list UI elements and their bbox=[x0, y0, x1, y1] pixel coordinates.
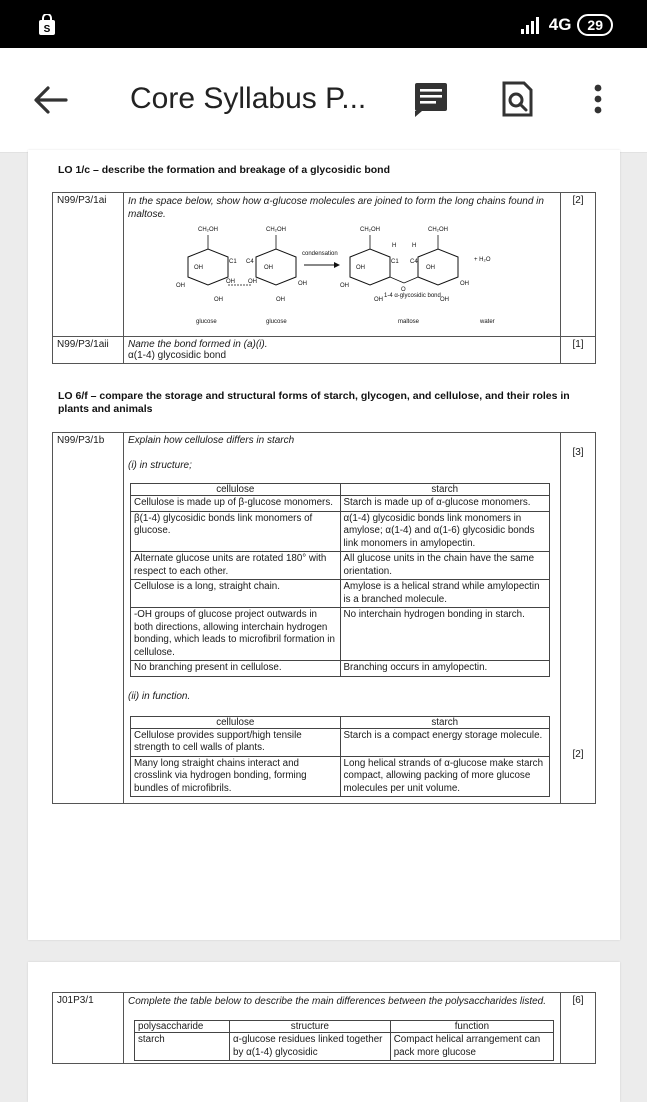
function-comparison-table bbox=[130, 716, 550, 798]
table-cell: Compact helical arrangement can pack more glucose bbox=[390, 1033, 553, 1061]
question-code: N99/P3/1ai bbox=[53, 193, 124, 337]
glycosidic-bond-label: 1-4 α-glycosidic bond bbox=[384, 293, 441, 299]
more-options-icon[interactable] bbox=[588, 80, 608, 118]
caption-water: water bbox=[480, 319, 495, 325]
table-cell: starch bbox=[135, 1033, 230, 1061]
marks-column bbox=[561, 433, 596, 804]
oh-label: OH bbox=[460, 281, 469, 287]
table-row bbox=[131, 552, 550, 580]
table-cell: -OH groups of glucose project outwards in both directions, allowing interchain hydrogen bonding, which leads to microfibril formation in cellulose. bbox=[131, 608, 341, 661]
table-cell: Amylose is a helical strand while amylopectin is a branched molecule. bbox=[340, 580, 550, 608]
ch2oh-label: CH₂OH bbox=[266, 227, 286, 233]
question-table bbox=[52, 432, 596, 804]
signal-icon bbox=[521, 16, 543, 34]
c1-label: C1 bbox=[229, 259, 237, 265]
maltose-formation-diagram bbox=[128, 221, 528, 331]
oh-label: OH bbox=[176, 283, 185, 289]
network-type: 4G bbox=[548, 15, 572, 34]
question-cell bbox=[124, 193, 561, 337]
o-label: O bbox=[401, 287, 406, 293]
table-cell: Cellulose provides support/high tensile strength to cell walls of plants. bbox=[131, 728, 341, 756]
oh-label: OH bbox=[264, 265, 273, 271]
marks: [2] bbox=[572, 749, 584, 760]
table-cell: Cellulose is a long, straight chain. bbox=[131, 580, 341, 608]
question-prompt: Name the bond formed in (a)(i). bbox=[128, 339, 268, 350]
table-cell: β(1-4) glycosidic bonds link monomers of glucose. bbox=[131, 511, 341, 552]
table-cell: No interchain hydrogen bonding in starch. bbox=[340, 608, 550, 661]
column-header: starch bbox=[340, 716, 550, 728]
table-cell: Alternate glucose units are rotated 180° with respect to each other. bbox=[131, 552, 341, 580]
learning-objective-heading: LO 1/c – describe the formation and breakage of a glycosidic bond bbox=[58, 164, 390, 176]
water-plus-label: + H₂O bbox=[474, 257, 491, 263]
question-cell bbox=[124, 433, 561, 804]
answer-text: α(1-4) glycosidic bond bbox=[128, 350, 227, 361]
oh-label: OH bbox=[214, 297, 223, 303]
search-in-document-icon[interactable] bbox=[498, 80, 536, 118]
table-row bbox=[131, 580, 550, 608]
oh-label: OH bbox=[340, 283, 349, 289]
column-header: polysaccharide bbox=[135, 1021, 230, 1033]
app-bar bbox=[0, 48, 647, 153]
table-cell: Starch is a compact energy storage molecule. bbox=[340, 728, 550, 756]
part-label: (i) in structure; bbox=[128, 460, 192, 471]
caption-glucose: glucose bbox=[266, 319, 287, 325]
table-cell: No branching present in cellulose. bbox=[131, 661, 341, 677]
ch2oh-label: CH₂OH bbox=[198, 227, 218, 233]
c4-label: C4 bbox=[410, 259, 418, 265]
table-row bbox=[131, 756, 550, 797]
battery-level: 29 bbox=[577, 14, 613, 36]
status-bar bbox=[0, 0, 647, 48]
table-cell: Long helical strands of α-glucose make starch compact, allowing packing of more glucose molecules per unit volume. bbox=[340, 756, 550, 797]
question-table bbox=[52, 992, 596, 1064]
column-header: function bbox=[390, 1021, 553, 1033]
table-cell: α(1-4) glycosidic bonds link monomers in amylose; α(1-4) and α(1-6) glycosidic bonds link monomers in amylopectin. bbox=[340, 511, 550, 552]
marks: [2] bbox=[561, 193, 596, 337]
condensation-label: condensation bbox=[302, 251, 338, 257]
table-cell: Starch is made up of α-glucose monomers. bbox=[340, 496, 550, 512]
table-row bbox=[131, 511, 550, 552]
marks: [6] bbox=[561, 993, 596, 1064]
column-header: cellulose bbox=[131, 484, 341, 496]
ch2oh-label: CH₂OH bbox=[428, 227, 448, 233]
document-page bbox=[28, 962, 620, 1102]
caption-maltose: maltose bbox=[398, 319, 420, 325]
polysaccharide-table bbox=[134, 1020, 554, 1061]
table-cell: Cellulose is made up of β-glucose monomers. bbox=[131, 496, 341, 512]
table-cell: Many long straight chains interact and crosslink via hydrogen bonding, forming bundles of microfibrils. bbox=[131, 756, 341, 797]
table-row bbox=[131, 496, 550, 512]
svg-text:S: S bbox=[43, 24, 51, 35]
ch2oh-label: CH₂OH bbox=[360, 227, 380, 233]
question-cell bbox=[124, 993, 561, 1064]
c4-label: C4 bbox=[246, 259, 254, 265]
learning-objective-heading: LO 6/f – compare the storage and structural forms of starch, glycogen, and cellulose, and their roles in plants and animals bbox=[58, 390, 570, 415]
table-row bbox=[131, 661, 550, 677]
column-header: cellulose bbox=[131, 716, 341, 728]
c1-label: C1 bbox=[391, 259, 399, 265]
question-prompt: Explain how cellulose differs in starch bbox=[128, 435, 295, 446]
table-row bbox=[131, 728, 550, 756]
shopping-bag-icon bbox=[36, 14, 58, 36]
question-code: J01P3/1 bbox=[53, 993, 124, 1064]
table-cell: Branching occurs in amylopectin. bbox=[340, 661, 550, 677]
oh-label: OH bbox=[356, 265, 365, 271]
oh-label: OH bbox=[426, 265, 435, 271]
question-prompt: In the space below, show how α-glucose molecules are joined to form the long chains found in maltose. bbox=[128, 196, 544, 220]
question-code: N99/P3/1b bbox=[53, 433, 124, 804]
question-prompt: Complete the table below to describe the main differences between the polysaccharides listed. bbox=[128, 996, 547, 1007]
oh-label: OH bbox=[194, 265, 203, 271]
question-cell bbox=[124, 337, 561, 364]
table-cell: α-glucose residues linked together by α(1-4) glycosidic bbox=[230, 1033, 391, 1061]
question-code: N99/P3/1aii bbox=[53, 337, 124, 364]
h-label: H bbox=[392, 243, 397, 249]
table-cell: All glucose units in the chain have the same orientation. bbox=[340, 552, 550, 580]
table-row bbox=[135, 1033, 554, 1061]
oh-label: OH bbox=[374, 297, 383, 303]
back-arrow-icon[interactable] bbox=[30, 82, 70, 118]
table-row bbox=[131, 608, 550, 661]
document-page bbox=[28, 150, 620, 940]
column-header: starch bbox=[340, 484, 550, 496]
document-view-icon[interactable] bbox=[412, 80, 450, 118]
oh-label: OH bbox=[248, 279, 257, 285]
marks: [3] bbox=[572, 447, 584, 458]
column-header: structure bbox=[230, 1021, 391, 1033]
marks: [1] bbox=[561, 337, 596, 364]
oh-label: OH bbox=[276, 297, 285, 303]
question-table bbox=[52, 192, 596, 364]
h-label: H bbox=[412, 243, 417, 249]
structure-comparison-table bbox=[130, 483, 550, 677]
caption-glucose: glucose bbox=[196, 319, 217, 325]
oh-label: OH bbox=[440, 297, 449, 303]
oh-label: OH bbox=[298, 281, 307, 287]
page-title: Core Syllabus P... bbox=[130, 82, 367, 115]
part-label: (ii) in function. bbox=[128, 690, 191, 702]
oh-label: OH bbox=[226, 279, 235, 285]
